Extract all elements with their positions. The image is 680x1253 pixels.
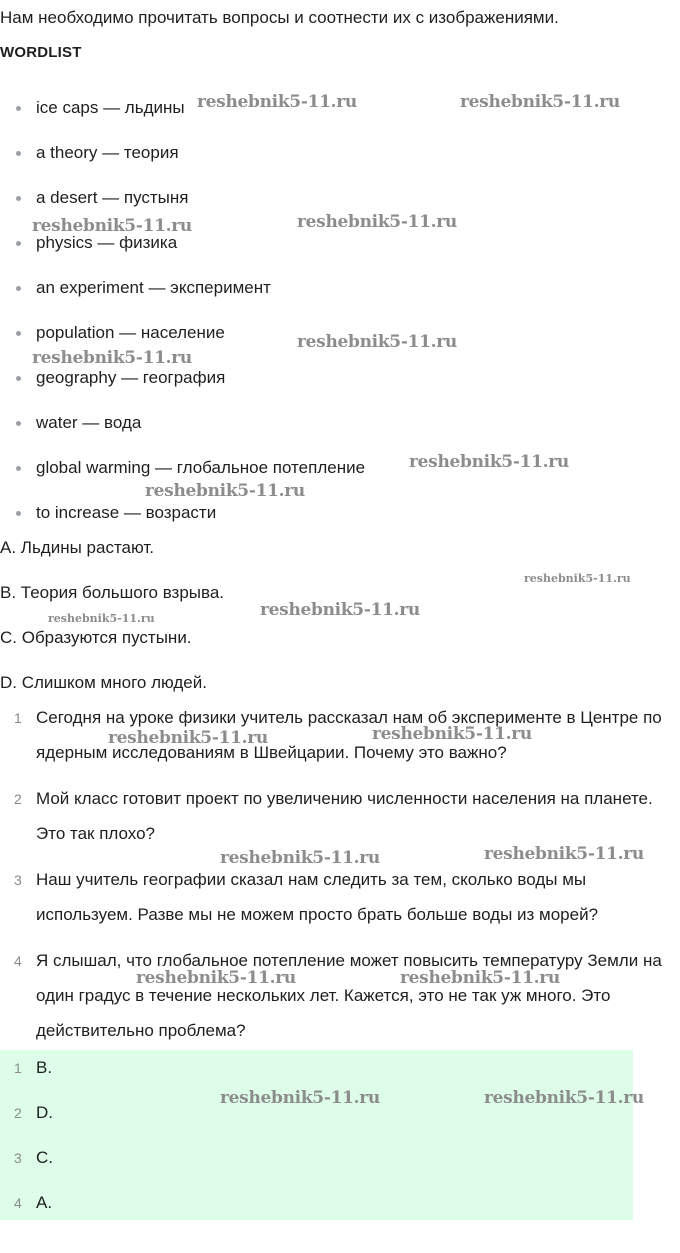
question-text: Наш учитель географии сказал нам следить за тем, сколько воды мы используем. Разве мы не можем просто брать больше воды из морей? xyxy=(36,870,599,924)
option-d: D. Слишком много людей. xyxy=(0,673,207,692)
watermark: reshebnik5-11.ru xyxy=(372,724,532,744)
answer-number: 1 xyxy=(14,1060,22,1076)
option-c: C. Образуются пустыни. xyxy=(0,628,192,647)
wordlist-item: an experiment — эксперимент xyxy=(36,278,271,297)
watermark: reshebnik5-11.ru xyxy=(297,212,457,232)
bullet-icon xyxy=(16,376,21,381)
watermark: reshebnik5-11.ru xyxy=(197,92,357,112)
option-b: B. Теория большого взрыва. xyxy=(0,583,225,602)
watermark: reshebnik5-11.ru xyxy=(400,968,560,988)
bullet-icon xyxy=(16,106,21,111)
bullet-icon xyxy=(16,196,21,201)
answers-block xyxy=(0,1050,633,1220)
answer-number: 3 xyxy=(14,1150,22,1166)
wordlist-item: global warming — глобальное потепление xyxy=(36,458,366,477)
option-a: A. Льдины растают. xyxy=(0,538,155,557)
watermark: reshebnik5-11.ru xyxy=(484,844,644,864)
answer-value: C. xyxy=(36,1148,53,1167)
bullet-icon xyxy=(16,421,21,426)
question-text: Мой класс готовит проект по увеличению численности населения на планете. Это так плохо? xyxy=(36,789,653,843)
question-number: 4 xyxy=(14,953,22,969)
watermark: reshebnik5-11.ru xyxy=(460,92,620,112)
question-text: Я слышал, что глобальное потепление может повысить температуру Земли на один градус в течение нескольких лет. Кажется, это не так уж много. Это действительно проблема? xyxy=(36,951,662,1040)
watermark: reshebnik5-11.ru xyxy=(136,968,296,988)
watermark: reshebnik5-11.ru xyxy=(32,348,192,368)
watermark: reshebnik5-11.ru xyxy=(484,1088,644,1108)
bullet-icon xyxy=(16,241,21,246)
watermark: reshebnik5-11.ru xyxy=(48,612,155,625)
answer-value: D. xyxy=(36,1103,53,1122)
bullet-icon xyxy=(16,331,21,336)
watermark: reshebnik5-11.ru xyxy=(260,600,420,620)
watermark: reshebnik5-11.ru xyxy=(145,481,305,501)
watermark: reshebnik5-11.ru xyxy=(297,332,457,352)
wordlist-heading: WORDLIST xyxy=(0,44,82,61)
wordlist-item: physics — физика xyxy=(36,233,178,252)
wordlist-item: geography — география xyxy=(36,368,226,387)
watermark: reshebnik5-11.ru xyxy=(409,452,569,472)
wordlist-item: a desert — пустыня xyxy=(36,188,189,207)
bullet-icon xyxy=(16,151,21,156)
answer-value: B. xyxy=(36,1058,53,1077)
answer-value: A. xyxy=(36,1193,53,1212)
wordlist-item: population — население xyxy=(36,323,225,342)
watermark: reshebnik5-11.ru xyxy=(524,572,631,585)
watermark: reshebnik5-11.ru xyxy=(32,216,192,236)
watermark: reshebnik5-11.ru xyxy=(108,728,268,748)
intro-text: Нам необходимо прочитать вопросы и соотнести их с изображениями. xyxy=(0,8,559,27)
answer-number: 4 xyxy=(14,1195,22,1211)
question-number: 2 xyxy=(14,791,22,807)
bullet-icon xyxy=(16,511,21,516)
wordlist-item: a theory — теория xyxy=(36,143,179,162)
question-number: 3 xyxy=(14,872,22,888)
watermark: reshebnik5-11.ru xyxy=(220,848,380,868)
wordlist-item: to increase — возрасти xyxy=(36,503,217,522)
question-text: Сегодня на уроке физики учитель рассказал нам об эксперименте в Центре по ядерным исследованиям в Швейцарии. Почему это важно? xyxy=(36,708,662,762)
watermark: reshebnik5-11.ru xyxy=(220,1088,380,1108)
wordlist-item: water — вода xyxy=(36,413,142,432)
question-number: 1 xyxy=(14,710,22,726)
bullet-icon xyxy=(16,286,21,291)
bullet-icon xyxy=(16,466,21,471)
wordlist-item: ice caps — льдины xyxy=(36,98,185,117)
answer-number: 2 xyxy=(14,1105,22,1121)
